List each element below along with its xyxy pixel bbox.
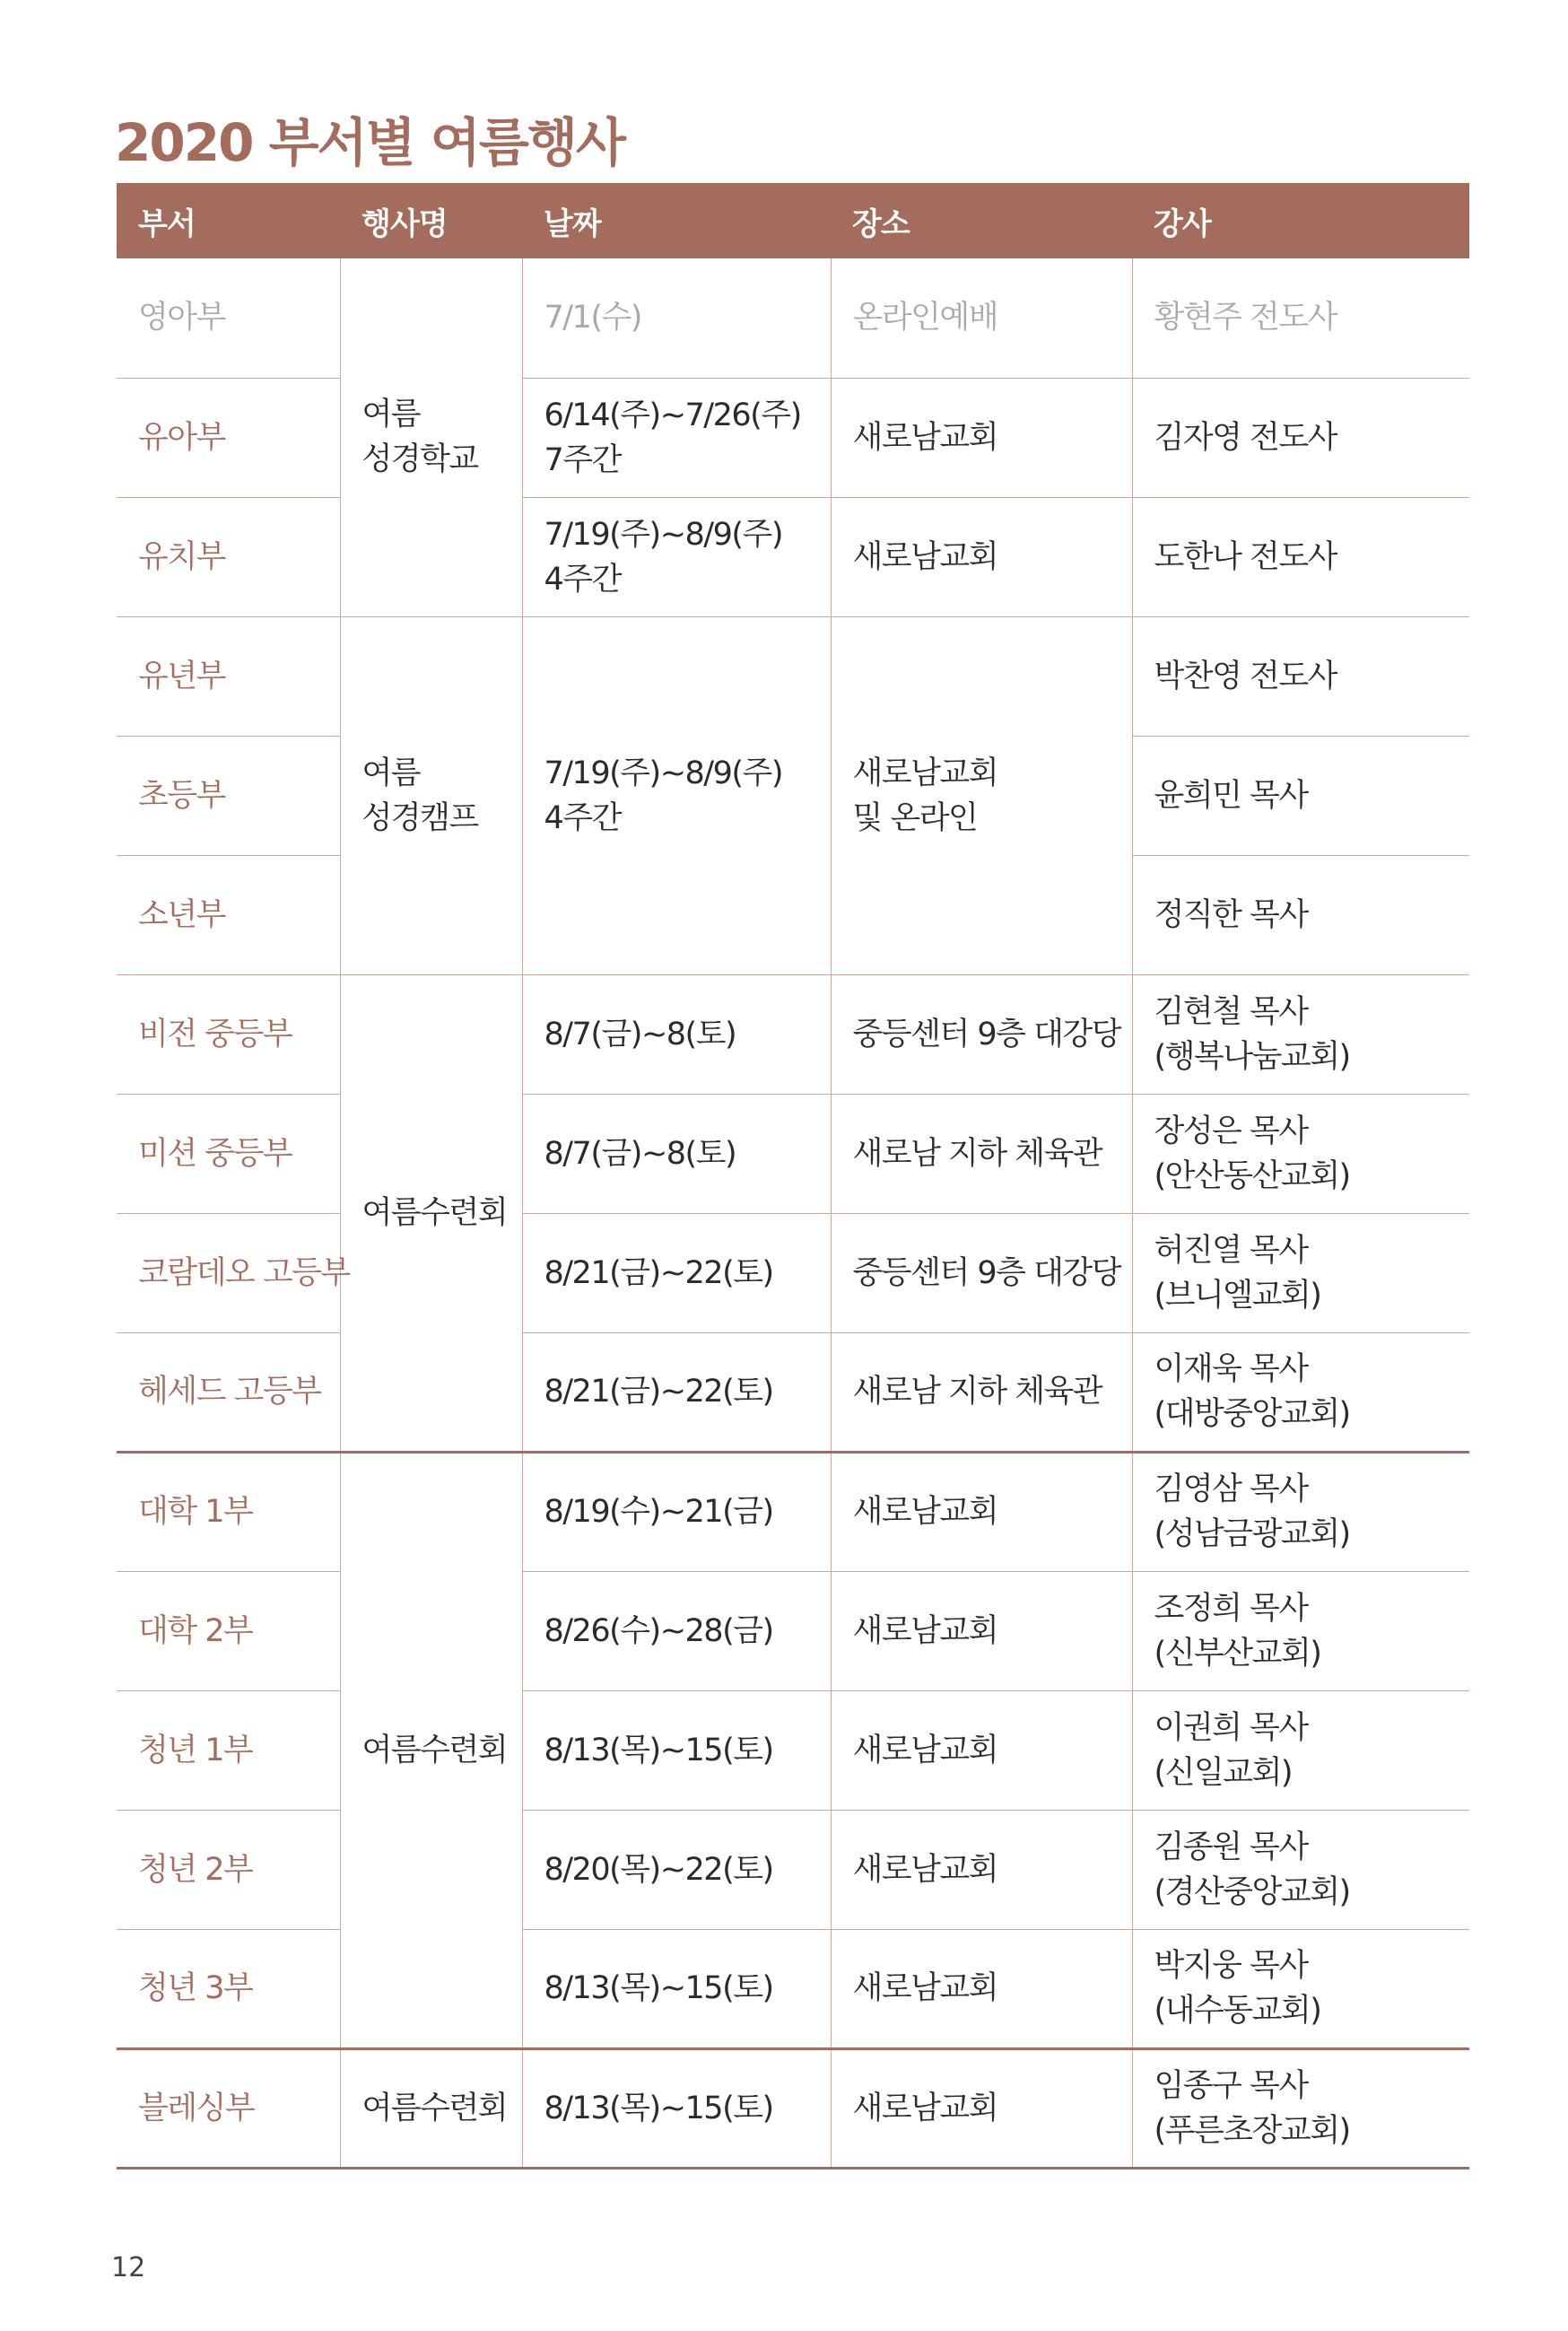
table-row [117,2048,1469,2168]
event-cell: 여름수련회 [340,2048,522,2168]
date-cell: 8/26(수)~28(금) [522,1571,831,1690]
table-row [117,1213,1469,1332]
speaker-cell: 윤희민 목사 [1132,736,1469,855]
speaker-cell: 임종구 목사 (푸른초장교회) [1132,2048,1469,2168]
speaker-cell: 이재욱 목사 (대방중앙교회) [1132,1332,1469,1452]
table-row [117,1571,1469,1690]
speaker-cell: 박찬영 전도사 [1132,616,1469,736]
dept-cell: 미션 중등부 [117,1094,340,1213]
place-cell: 새로남교회 [831,378,1132,497]
date-cell: 8/21(금)~22(토) [522,1213,831,1332]
speaker-cell: 이권희 목사 (신일교회) [1132,1690,1469,1810]
speaker-cell: 장성은 목사 (안산동산교회) [1132,1094,1469,1213]
date-cell: 8/13(목)~15(토) [522,1690,831,1810]
table-row [117,1810,1469,1929]
place-cell: 새로남교회 [831,1571,1132,1690]
event-cell: 여름수련회 [340,974,522,1452]
date-cell: 8/21(금)~22(토) [522,1332,831,1452]
dept-cell: 청년 3부 [117,1929,340,2048]
speaker-cell: 황현주 전도사 [1132,258,1469,378]
speaker-cell: 박지웅 목사 (내수동교회) [1132,1929,1469,2048]
summer-events-table [117,183,1469,2169]
speaker-cell: 김종원 목사 (경산중앙교회) [1132,1810,1469,1929]
speaker-cell: 김자영 전도사 [1132,378,1469,497]
page-title: 2020 부서별 여름행사 [115,112,625,173]
column-header-place: 장소 [831,183,1132,258]
dept-cell: 청년 1부 [117,1690,340,1810]
dept-cell: 블레싱부 [117,2048,340,2168]
place-cell: 새로남교회 [831,2048,1132,2168]
dept-cell: 영아부 [117,258,340,378]
date-cell: 8/20(목)~22(토) [522,1810,831,1929]
column-header-speaker: 강사 [1132,183,1469,258]
speaker-cell: 김현철 목사 (행복나눔교회) [1132,974,1469,1094]
speaker-cell: 김영삼 목사 (성남금광교회) [1132,1452,1469,1571]
table-row [117,1929,1469,2048]
place-cell: 새로남교회 [831,1929,1132,2048]
speaker-cell: 정직한 목사 [1132,855,1469,974]
dept-cell: 비전 중등부 [117,974,340,1094]
date-cell: 7/19(주)~8/9(주) 4주간 [522,497,831,616]
dept-cell: 유년부 [117,616,340,736]
page-number: 12 [111,2252,146,2283]
column-header-dept: 부서 [117,183,340,258]
place-cell: 새로남 지하 체육관 [831,1094,1132,1213]
date-cell: 8/13(목)~15(토) [522,1929,831,2048]
dept-cell: 대학 2부 [117,1571,340,1690]
table-row [117,1452,1469,1571]
date-cell: 8/13(목)~15(토) [522,2048,831,2168]
place-cell: 중등센터 9층 대강당 [831,1213,1132,1332]
place-cell: 새로남교회 [831,497,1132,616]
table-row [117,258,1469,378]
place-cell: 중등센터 9층 대강당 [831,974,1132,1094]
speaker-cell: 도한나 전도사 [1132,497,1469,616]
dept-cell: 청년 2부 [117,1810,340,1929]
event-cell: 여름수련회 [340,1452,522,2048]
table-row [117,497,1469,616]
date-cell: 7/1(수) [522,258,831,378]
dept-cell: 코람데오 고등부 [117,1213,340,1332]
dept-cell: 헤세드 고등부 [117,1332,340,1452]
place-cell: 새로남교회 [831,1810,1132,1929]
table-row [117,1332,1469,1452]
date-cell: 7/19(주)~8/9(주) 4주간 [522,616,831,974]
column-header-date: 날짜 [522,183,831,258]
dept-cell: 소년부 [117,855,340,974]
table-row [117,1094,1469,1213]
date-cell: 8/7(금)~8(토) [522,1094,831,1213]
table-row [117,1690,1469,1810]
date-cell: 6/14(주)~7/26(주) 7주간 [522,378,831,497]
table-row [117,616,1469,736]
event-cell: 여름 성경학교 [340,258,522,616]
place-cell: 새로남 지하 체육관 [831,1332,1132,1452]
column-header-event: 행사명 [340,183,522,258]
table-row [117,974,1469,1094]
dept-cell: 유아부 [117,378,340,497]
date-cell: 8/19(수)~21(금) [522,1452,831,1571]
table-header-row [117,183,1469,258]
dept-cell: 유치부 [117,497,340,616]
place-cell: 새로남교회 [831,1452,1132,1571]
event-cell: 여름 성경캠프 [340,616,522,974]
speaker-cell: 허진열 목사 (브니엘교회) [1132,1213,1469,1332]
table-row [117,378,1469,497]
place-cell: 새로남교회 [831,1690,1132,1810]
dept-cell: 초등부 [117,736,340,855]
dept-cell: 대학 1부 [117,1452,340,1571]
place-cell: 새로남교회 및 온라인 [831,616,1132,974]
speaker-cell: 조정희 목사 (신부산교회) [1132,1571,1469,1690]
place-cell: 온라인예배 [831,258,1132,378]
date-cell: 8/7(금)~8(토) [522,974,831,1094]
